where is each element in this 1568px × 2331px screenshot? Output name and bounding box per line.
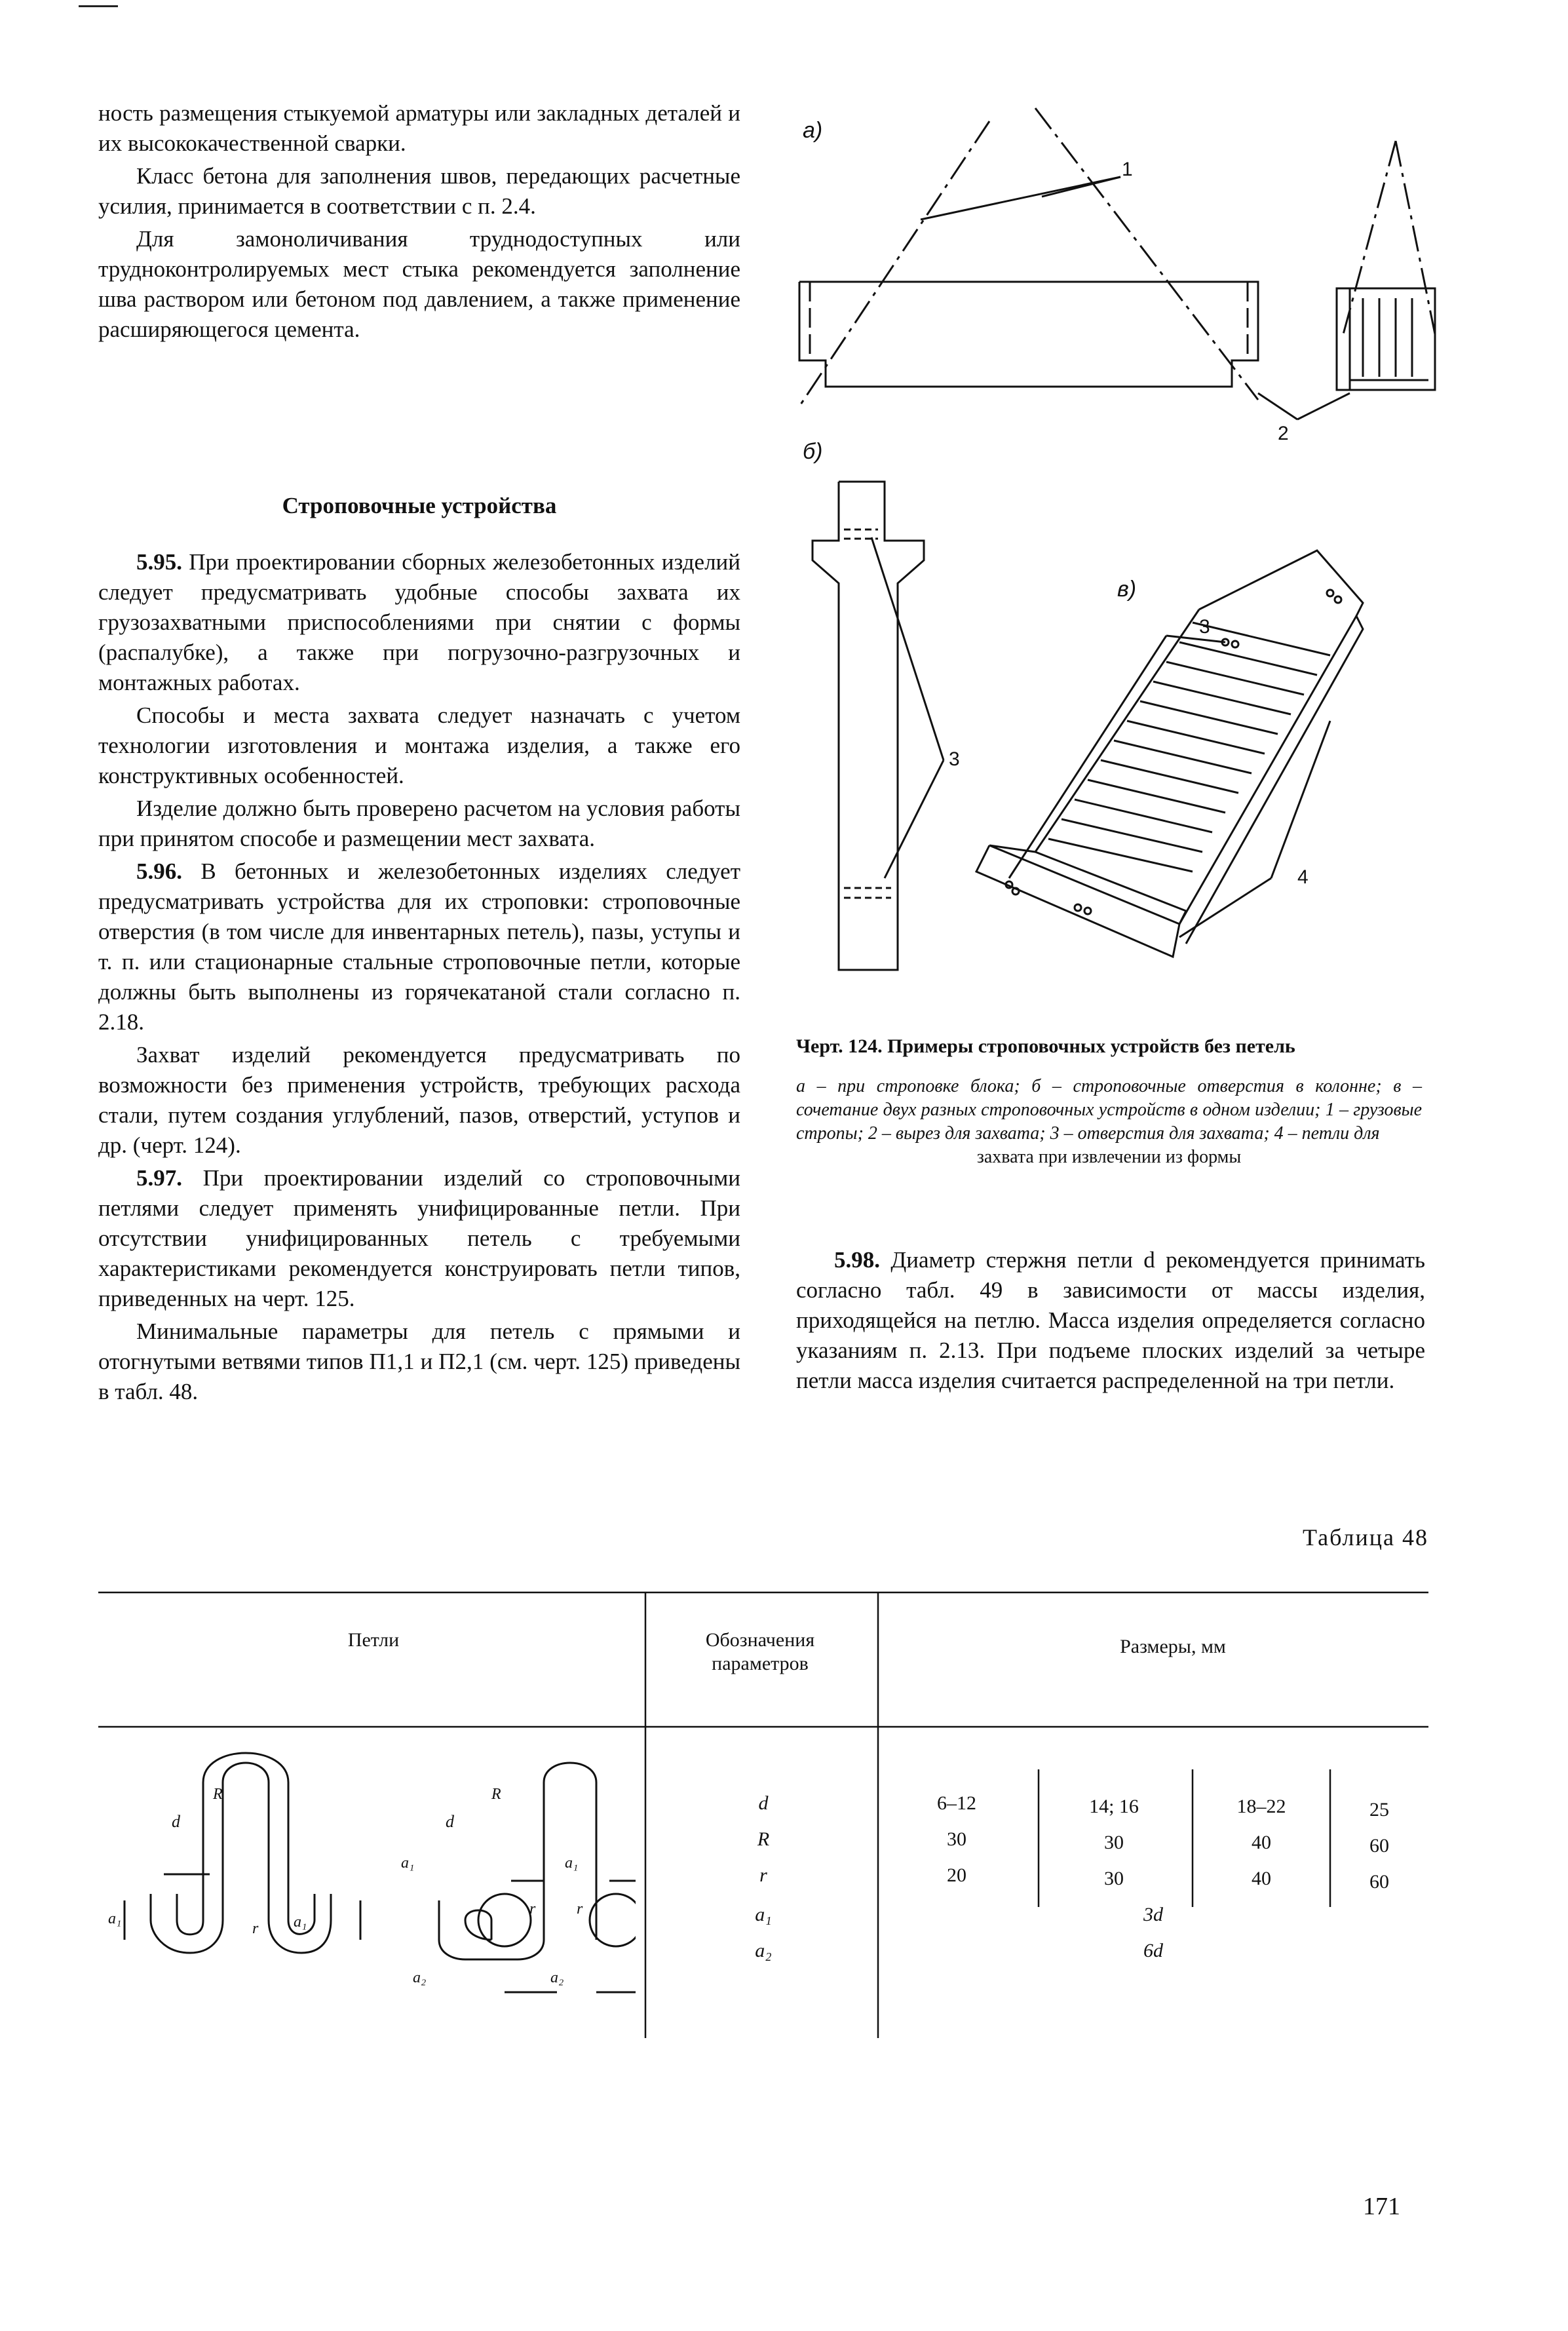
table-cell: 60 — [1369, 1871, 1389, 1893]
loop-bend — [478, 1894, 531, 1946]
caption-text: а – при строповке блока; б – строповочные отверстия в колонне; в – сочетание двух разных строповочных устройств в одном изделии; 1 – грузовые стропы; 2 – вырез для захвата; 3 – отверстия для захвата; 4 – петли для — [796, 1076, 1422, 1144]
drawing-label: a₁ — [108, 1910, 122, 1927]
clause-number: 5.98. — [834, 1247, 880, 1273]
table-header-params: Обозначения параметров — [705, 1629, 815, 1674]
clause-number: 5.97. — [136, 1165, 182, 1191]
table-cell-merged: 6d — [1143, 1940, 1163, 1961]
callout-3: 3 — [1199, 616, 1210, 638]
table-cell: 6–12 — [937, 1792, 976, 1814]
table-cell: 30 — [1104, 1868, 1124, 1889]
drawing-label: d — [172, 1812, 180, 1831]
drawing-label: a₂ — [413, 1969, 427, 1986]
table-cell: 18–22 — [1236, 1796, 1286, 1817]
paragraph: Для замоноличивания труднодоступных или трудноконтролируемых мест стыка рекомендуется заполнение шва раствором или бетоном под давлением, а также применение расширяющегося цемента. — [98, 226, 740, 342]
paragraph: Способы и места захвата следует назначать с учетом технологии изготовления и монтажа изделия, а также его конструктивных особенностей. — [98, 703, 740, 788]
table-header-sizes: Размеры, мм — [1120, 1636, 1226, 1657]
drawing-label: d — [446, 1812, 454, 1831]
figure-label-a: а) — [803, 118, 823, 143]
figure-label-v: в) — [1117, 577, 1137, 602]
param-a1: a₁ — [755, 1904, 772, 1925]
drawing-label: a₁ — [565, 1855, 579, 1872]
table-cell: 14; 16 — [1089, 1796, 1139, 1817]
table-cell: 30 — [1104, 1832, 1124, 1853]
drawing-label: R — [213, 1786, 223, 1803]
paragraph: Минимальные параметры для петель с прямыми и отогнутыми ветвями типов П1,1 и П2,1 (см. черт. 125) приведены в табл. 48. — [98, 1319, 740, 1404]
param-d: d — [758, 1792, 769, 1814]
paragraph: ность размещения стыкуемой арматуры или закладных деталей и их высококачественной сварки. — [98, 100, 740, 156]
page-number: 171 — [1363, 2193, 1400, 2220]
drawing-label: r — [577, 1900, 583, 1917]
callout-1: 1 — [1122, 159, 1133, 180]
callout-2: 2 — [1278, 423, 1289, 444]
drawing-label: R — [491, 1786, 501, 1803]
drawing-label: a₁ — [401, 1855, 415, 1872]
drawing-label: a₁ — [294, 1914, 307, 1931]
table-cell: 30 — [947, 1828, 966, 1850]
paragraph: Класс бетона для заполнения швов, передающих расчетные усилия, принимается в соответствии с п. 2.4. — [98, 163, 740, 219]
table-header-loops: Петли — [347, 1629, 400, 1651]
loop-drawings — [98, 1743, 636, 2005]
drawing-label: r — [529, 1900, 536, 1917]
loop-shape — [177, 1753, 315, 1935]
table-cell: 40 — [1252, 1832, 1271, 1853]
param-r: r — [759, 1864, 767, 1886]
clause-number: 5.96. — [136, 858, 182, 884]
callout-4: 4 — [1297, 866, 1309, 888]
param-R: R — [757, 1828, 770, 1850]
drawing-label: r — [252, 1920, 259, 1937]
figure-label-b: б) — [803, 439, 823, 464]
table-cell: 40 — [1252, 1868, 1271, 1889]
paragraph-text: При проектировании изделий со строповочными петлями следует применять унифицированные петли. При отсутствии унифицированных петель с требуемыми характеристиками рекомендуется конструировать петли типов, приведенных на черт. 125. — [98, 1165, 740, 1311]
section-heading: Строповочные устройства — [282, 493, 557, 518]
paragraph-text: В бетонных и железобетонных изделиях следует предусматривать устройства для их строповки: строповочные отверстия (в том числе для инвентарных петель), пазы, уступы и т. п. или стационарные стальные строповочные петли, которые должны быть выполнены из горячекатаной стали согласно п. 2.18. — [98, 858, 740, 1035]
paragraph: Изделие должно быть проверено расчетом на условия работы при принятом способе и размещении мест захвата. — [98, 796, 740, 851]
clause-number: 5.95. — [136, 549, 182, 575]
caption-text: захвата при извлечении из формы — [976, 1147, 1242, 1167]
table-cell: 25 — [1369, 1799, 1389, 1820]
drawing-label: a₂ — [550, 1969, 564, 1986]
table-cell-merged: 3d — [1143, 1904, 1163, 1925]
param-a2: a₂ — [755, 1940, 772, 1961]
callout-3: 3 — [949, 748, 960, 770]
paragraph: Захват изделий рекомендуется предусматривать по возможности без применения устройств, требующих расхода стали, путем создания углублений, пазов, отверстий, уступов и др. (черт. 124). — [98, 1042, 740, 1158]
table-title: Таблица 48 — [1303, 1524, 1428, 1551]
paragraph-text: Диаметр стержня петли d рекомендуется принимать согласно табл. 49 в зависимости от массы изделия, приходящейся на петлю. Масса изделия определяется согласно указаниям п. 2.13. При подъеме плоских изделий за четыре петли масса изделия считается распределенной на три петли. — [796, 1247, 1425, 1393]
figure-caption-title: Черт. 124. Примеры строповочных устройств без петель — [796, 1035, 1295, 1057]
table-cell: 60 — [1369, 1835, 1389, 1857]
paragraph-text: При проектировании сборных железобетонных изделий следует предусматривать удобные способы захвата их грузозахватными приспособлениями при снятии с формы (распалубке), а также при погрузочно-разгрузочных и монтажных работах. — [98, 549, 740, 695]
table-cell: 20 — [947, 1864, 966, 1886]
